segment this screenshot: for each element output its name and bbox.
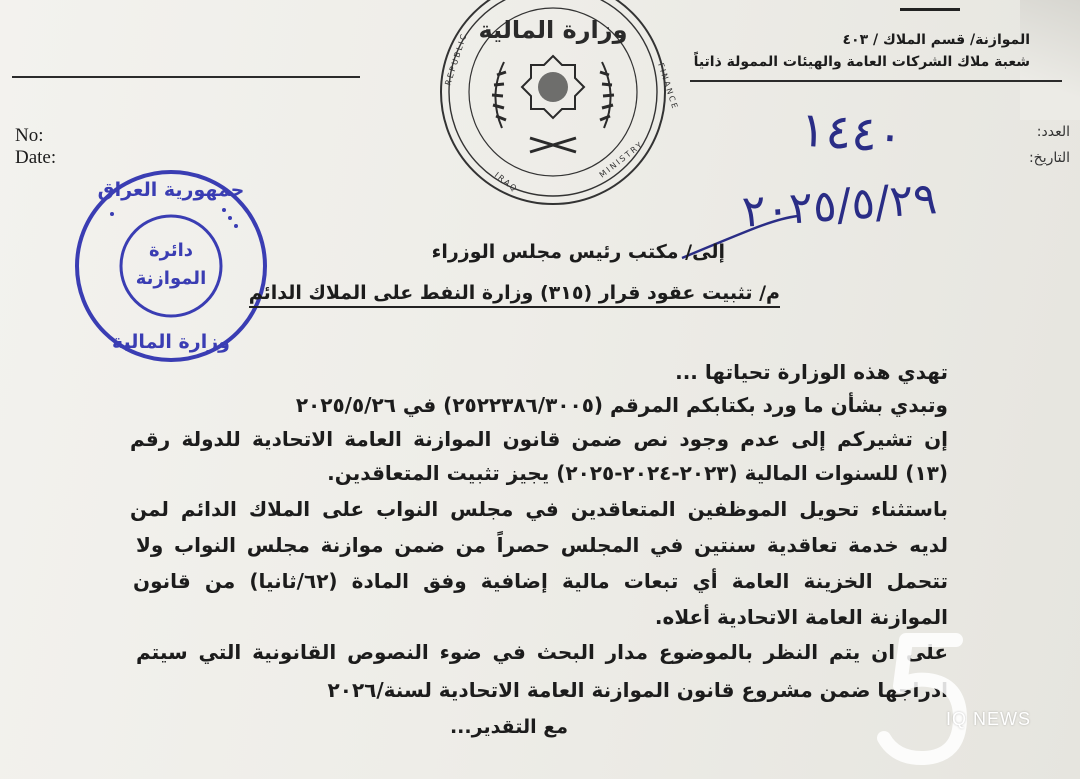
body-line: لديه خدمة تعاقدية سنتين في المجلس حصراً من ضمن موازنة مجلس النواب ولا xyxy=(136,533,948,557)
body-line: ادراجها ضمن مشروع قانون الموازنة العامة الاتحادية لسنة/٢٠٢٦ xyxy=(327,678,948,702)
svg-text:وزارة المالية: وزارة المالية xyxy=(112,331,230,353)
handwritten-date: ٢٠٢٥/٥/٢٩ xyxy=(740,173,939,238)
svg-text:وزارة المالية: وزارة المالية xyxy=(478,16,628,44)
body-line: وتبدي بشأن ما ورد بكتابكم المرقم (٢٥٢٢٣٨٦/٣٠٠٥) في ٢٠٢٥/٥/٢٦ xyxy=(295,393,948,417)
svg-text:IRAQ: IRAQ xyxy=(492,170,520,195)
svg-text:FINANCE: FINANCE xyxy=(656,61,680,112)
letter-subject-text: م/ تثبيت عقود قرار (٣١٥) وزارة النفط على الملاك الدائم xyxy=(249,282,780,308)
budget-department-stamp xyxy=(68,166,274,366)
closing-line: مع التقدير... xyxy=(449,716,568,738)
header-divider-left xyxy=(12,76,360,78)
reference-date-label-ar: التاريخ: xyxy=(1028,150,1070,166)
body-line: (١٣) للسنوات المالية (٢٠٢٣-٢٠٢٤-٢٠٢٥) يجيز تثبيت المتعاقدين. xyxy=(327,461,948,485)
svg-text:جمهورية العراق: جمهورية العراق xyxy=(97,179,245,201)
reference-date-label-en: Date: xyxy=(15,147,57,168)
ministry-of-finance-seal xyxy=(432,0,680,205)
body-line: إن تشيركم إلى عدم وجود نص ضمن قانون الموازنة العامة الاتحادية للدولة رقم xyxy=(130,427,948,451)
reference-number-label-ar: العدد: xyxy=(1036,124,1070,140)
body-line: باستثناء تحويل الموظفين المتعاقدين في مجلس النواب على الملاك الدائم لمن xyxy=(130,497,948,521)
letter-recipient: إلى/ مكتب رئيس مجلس الوزراء xyxy=(431,241,725,263)
body-line: الموازنة العامة الاتحادية أعلاه. xyxy=(654,605,948,629)
svg-text:الموازنة: الموازنة xyxy=(135,268,207,289)
handwritten-reference-number: ١٤٤٠ xyxy=(798,101,905,165)
reference-number-label-en: No: xyxy=(15,125,44,146)
svg-text:دائرة: دائرة xyxy=(149,240,193,261)
svg-text:MINISTRY: MINISTRY xyxy=(597,139,646,180)
iq-news-watermark-text: IQ NEWS xyxy=(946,709,1032,729)
body-line: تهدي هذه الوزارة تحياتها ... xyxy=(675,360,948,384)
header-department: الموازنة/ قسم الملاك / ٤٠٣ xyxy=(842,32,1030,48)
header-section: شعبة ملاك الشركات العامة والهيئات الممولة ذاتياً xyxy=(693,54,1030,70)
header-fragment xyxy=(900,0,960,11)
letter-subject xyxy=(249,282,780,304)
header-divider-right xyxy=(690,80,1062,82)
iq-news-watermark-logo xyxy=(868,620,978,770)
body-line: على ان يتم النظر بالموضوع مدار البحث في ضوء النصوص القانونية التي سيتم xyxy=(136,640,948,664)
body-line: تتحمل الخزينة العامة أي تبعات مالية إضافية وفق المادة (٦٢/ثانيا) من قانون xyxy=(133,569,949,593)
svg-text:REPUBLIC: REPUBLIC xyxy=(443,31,469,87)
